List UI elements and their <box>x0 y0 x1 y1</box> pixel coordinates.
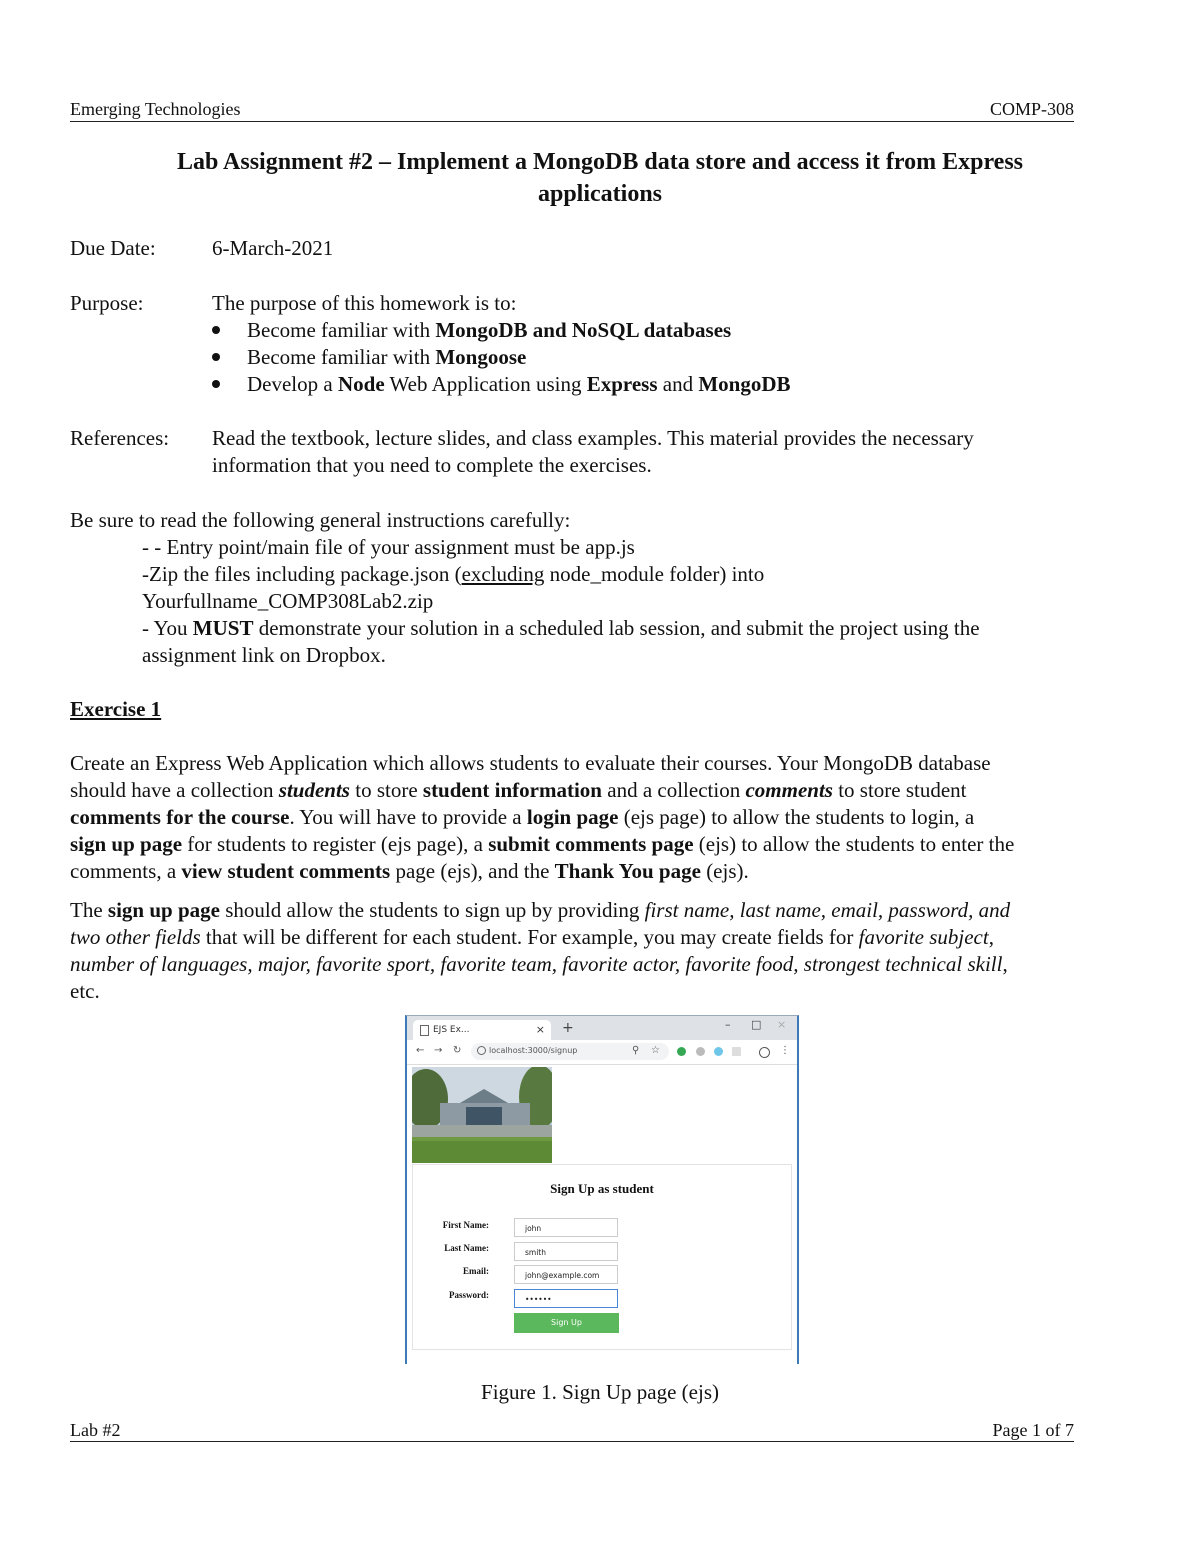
browser-toolbar <box>407 1040 797 1065</box>
signup-screenshot <box>405 1015 799 1364</box>
browser-tab[interactable]: EJS Ex... × <box>413 1020 551 1040</box>
info-icon <box>477 1046 486 1055</box>
sign-up-button[interactable]: Sign Up <box>514 1313 619 1333</box>
menu-icon[interactable]: ⋮ <box>780 1045 790 1056</box>
campus-photo <box>412 1067 552 1163</box>
extension-icon[interactable] <box>714 1047 723 1056</box>
exercise-heading: Exercise 1 <box>70 697 162 721</box>
exercise-paragraph-2: The sign up page should allow the students to sign up by providing first name, last name, email, password, and two other fields that will be different for each student. For example, you may create fields for favorite subject, number of languages, major, favorite sport, favorite team, favorite actor, favorite food, strongest technical skill, etc. <box>70 898 1011 1003</box>
new-tab-button[interactable]: + <box>562 1020 574 1036</box>
page-title <box>70 146 1130 210</box>
page-icon <box>420 1025 429 1036</box>
minimize-icon[interactable]: – <box>725 1018 731 1031</box>
address-bar[interactable]: localhost:3000/signup <box>471 1043 669 1060</box>
references-label: References: <box>70 426 170 450</box>
bullet-icon <box>212 326 220 334</box>
extension-icon[interactable] <box>677 1047 686 1056</box>
profile-icon[interactable] <box>759 1047 770 1058</box>
last-name-input[interactable]: smith <box>514 1242 618 1261</box>
instructions-intro: Be sure to read the following general instructions carefully: <box>70 508 571 532</box>
maximize-icon[interactable]: □ <box>751 1018 762 1031</box>
page-footer <box>70 1420 1074 1442</box>
lab-number: Lab #2 <box>70 1420 121 1440</box>
browser-tab-bar <box>407 1016 797 1040</box>
extension-icon[interactable] <box>696 1047 705 1056</box>
back-icon[interactable]: ← <box>416 1045 425 1056</box>
instruction-dropbox: assignment link on Dropbox. <box>142 643 386 667</box>
star-icon[interactable]: ☆ <box>651 1045 660 1056</box>
window-close-icon[interactable]: × <box>777 1018 787 1031</box>
last-name-label: Last Name: <box>444 1243 489 1253</box>
signup-form <box>412 1164 792 1350</box>
due-date-label: Due Date: <box>70 236 156 260</box>
password-input[interactable]: •••••• <box>514 1289 618 1308</box>
due-date-value: 6-March-2021 <box>212 236 334 260</box>
signup-form-title: Sign Up as student <box>550 1181 654 1196</box>
instruction-zip: -Zip the files including package.json (excluding node_module folder) into <box>142 562 765 586</box>
bullet-icon <box>212 380 220 388</box>
title-line-2: applications <box>537 181 663 207</box>
first-name-label: First Name: <box>442 1220 489 1230</box>
instruction-zip-filename: Yourfullname_COMP308Lab2.zip <box>142 589 434 613</box>
password-label: Password: <box>449 1290 489 1300</box>
title-line-1: Lab Assignment #2 – Implement a MongoDB data store and access it from Express <box>176 149 1023 175</box>
course-code: COMP-308 <box>989 99 1074 119</box>
purpose-intro: The purpose of this homework is to: <box>212 291 517 315</box>
extension-icon[interactable] <box>732 1047 741 1056</box>
email-input[interactable]: john@example.com <box>514 1265 618 1284</box>
course-name: Emerging Technologies <box>70 99 241 119</box>
figure-caption: Figure 1. Sign Up page (ejs) <box>481 1380 719 1404</box>
first-name-input[interactable]: john <box>514 1218 618 1237</box>
purpose-label: Purpose: <box>70 291 144 315</box>
instruction-demonstrate: - You MUST demonstrate your solution in a scheduled lab session, and submit the project using the <box>142 616 980 640</box>
page-header <box>70 99 1074 122</box>
zoom-icon[interactable]: ⚲ <box>632 1045 640 1056</box>
instruction-entry-point: - - Entry point/main file of your assignment must be app.js <box>142 535 635 559</box>
bullet-icon <box>212 353 220 361</box>
references-line-1: Read the textbook, lecture slides, and class examples. This material provides the necessary <box>212 426 974 450</box>
references-line-2: information that you need to complete the exercises. <box>212 453 652 477</box>
exercise-paragraph-1: Create an Express Web Application which allows students to evaluate their courses. Your MongoDB database should have a collection students to store student information and a collection comments to store student comments for the course. You will have to provide a login page (ejs page) to allow the students to login, a sign up page for students to register (ejs page), a submit comments page (ejs) to allow the students to enter the comments, a view student comments page (ejs), and the Thank You page (ejs). <box>70 751 1015 883</box>
forward-icon[interactable]: → <box>434 1045 443 1056</box>
page-number: Page 1 of 7 <box>992 1420 1074 1440</box>
close-tab-icon[interactable]: × <box>535 1023 545 1036</box>
email-label: Email: <box>463 1266 489 1276</box>
reload-icon[interactable]: ↻ <box>453 1045 462 1056</box>
